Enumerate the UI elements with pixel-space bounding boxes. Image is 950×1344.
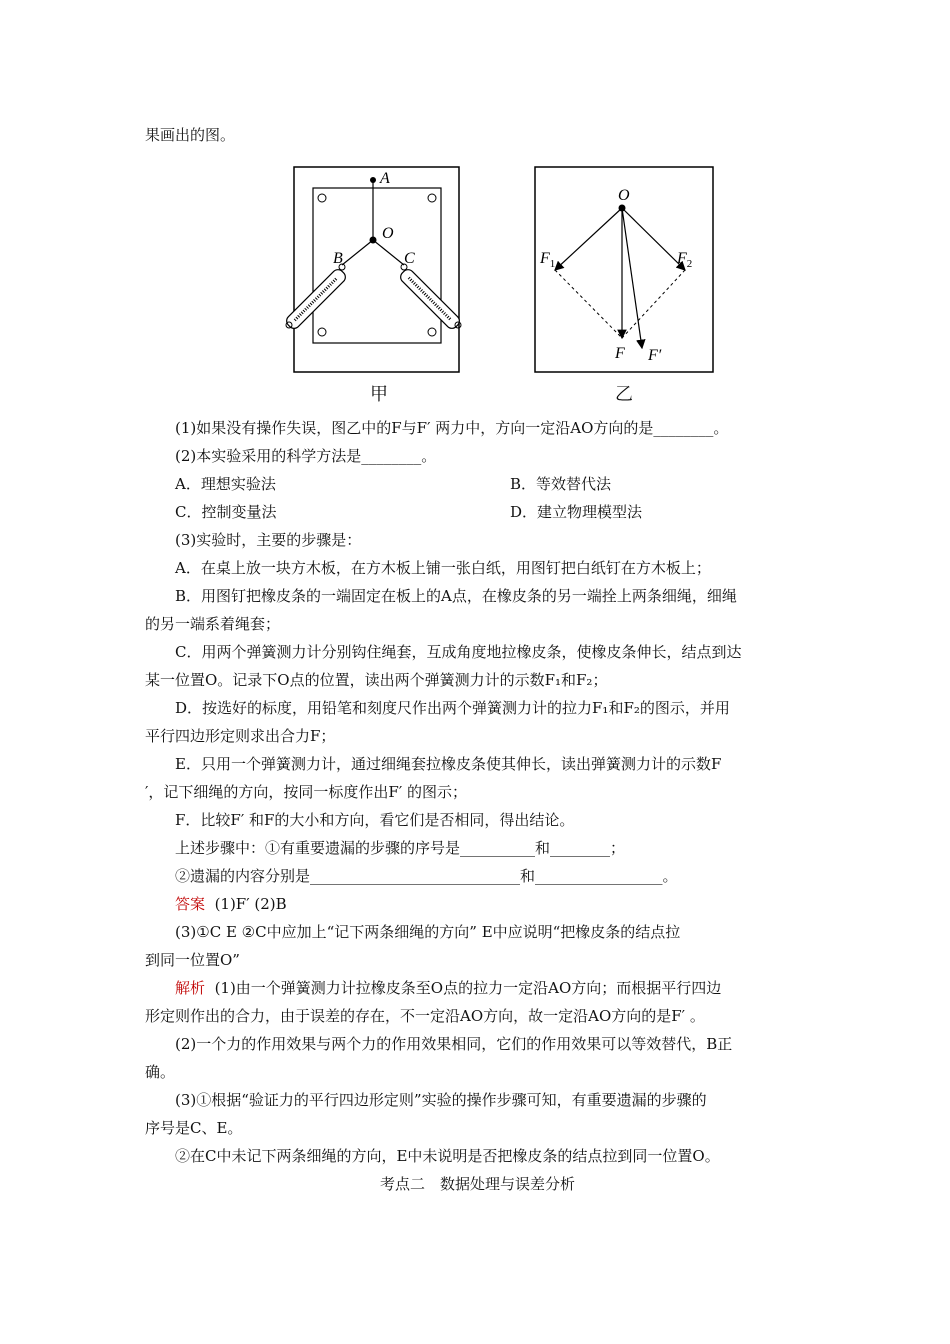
option-d: D．建立物理模型法: [510, 503, 643, 521]
answer-line-2: (3)①C E ②C中应加上“记下两条细绳的方向” E中应说明“把橡皮条的结点拉: [175, 923, 681, 941]
analysis-line-1: [175, 978, 721, 998]
option-a: A．理想实验法: [175, 475, 276, 493]
step-c-2: 某一位置O。记录下O点的位置，读出两个弹簧测力计的示数F₁和F₂；: [145, 671, 608, 689]
step-e-2: ′，记下细绳的方向，按同一标度作出F′ 的图示；: [145, 783, 467, 801]
label-a: A: [380, 170, 390, 187]
question-3: (3)实验时，主要的步骤是：: [175, 531, 362, 549]
analysis-text-1: (1)由一个弹簧测力计拉橡皮条至O点的拉力一定沿AO方向；而根据平行四边: [214, 979, 722, 997]
caption-right: 乙: [615, 384, 633, 405]
step-d-1: D．按选好的标度，用铅笔和刻度尺作出两个弹簧测力计的拉力F₁和F₂的图示，并用: [175, 699, 730, 717]
label-c: C: [404, 250, 415, 267]
apparatus-diagram: [280, 160, 470, 405]
answer-label: 答案: [175, 895, 206, 913]
option-c: C．控制变量法: [175, 503, 277, 521]
analysis-line-5: (3)①根据“验证力的平行四边形定则”实验的操作步骤可知，有重要遗漏的步骤的: [175, 1091, 707, 1109]
step-e-1: E．只用一个弹簧测力计，通过细绳套拉橡皮条使其伸长，读出弹簧测力计的示数F: [175, 755, 722, 773]
label-o-right: O: [618, 187, 630, 204]
analysis-line-4: 确。: [145, 1063, 176, 1081]
answer-line-3: 到同一位置O”: [145, 951, 240, 969]
step-d-2: 平行四边形定则求出合力F；: [145, 727, 336, 745]
caption-left: 甲: [370, 384, 388, 405]
label-fprime: F′: [648, 347, 662, 364]
fill-blank-1: 上述步骤中：①有重要遗漏的步骤的序号是__________和________；: [175, 839, 626, 857]
step-b-2: 的另一端系着绳套；: [145, 615, 281, 633]
step-a: A．在桌上放一块方木板，在方木板上铺一张白纸，用图钉把白纸钉在方木板上；: [175, 559, 711, 577]
step-b-1: B．用图钉把橡皮条的一端固定在板上的A点，在橡皮条的另一端拴上两条细绳，细绳: [175, 587, 737, 605]
analysis-line-7: ②在C中未记下两条细绳的方向，E中未说明是否把橡皮条的结点拉到同一位置O。: [175, 1147, 720, 1165]
analysis-label: 解析: [175, 979, 206, 997]
analysis-line-2: 形定则作出的合力，由于误差的存在，不一定沿AO方向，故一定沿AO方向的是F′ 。: [145, 1007, 705, 1025]
label-b: B: [333, 250, 343, 267]
fill-blank-2: ②遗漏的内容分别是____________________________和_________________。: [175, 867, 678, 885]
label-o: O: [382, 225, 394, 242]
analysis-line-6: 序号是C、E。: [145, 1119, 243, 1137]
label-f: F: [615, 345, 625, 362]
section-title: 考点二 数据处理与误差分析: [380, 1175, 576, 1193]
answer-text-1: (1)F′ (2)B: [214, 895, 287, 913]
label-f2: $F_2$: [677, 250, 693, 270]
step-f: F．比较F′ 和F的大小和方向，看它们是否相同，得出结论。: [175, 811, 575, 829]
answer-line-1: [175, 894, 287, 914]
analysis-line-3: (2)一个力的作用效果与两个力的作用效果相同，它们的作用效果可以等效替代，B正: [175, 1035, 733, 1053]
intro-text: 果画出的图。: [145, 126, 236, 144]
question-2: (2)本实验采用的科学方法是________。: [175, 447, 437, 465]
step-c-1: C．用两个弹簧测力计分别钩住绳套，互成角度地拉橡皮条，使橡皮条伸长，结点到达: [175, 643, 742, 661]
question-1: (1)如果没有操作失误，图乙中的F与F′ 两力中，方向一定沿AO方向的是________。: [175, 419, 729, 437]
figure-left: [280, 160, 470, 405]
label-f1: $F_1$: [540, 250, 556, 270]
figure-right: [530, 160, 720, 405]
force-diagram: [530, 160, 720, 405]
option-b: B．等效替代法: [510, 475, 612, 493]
